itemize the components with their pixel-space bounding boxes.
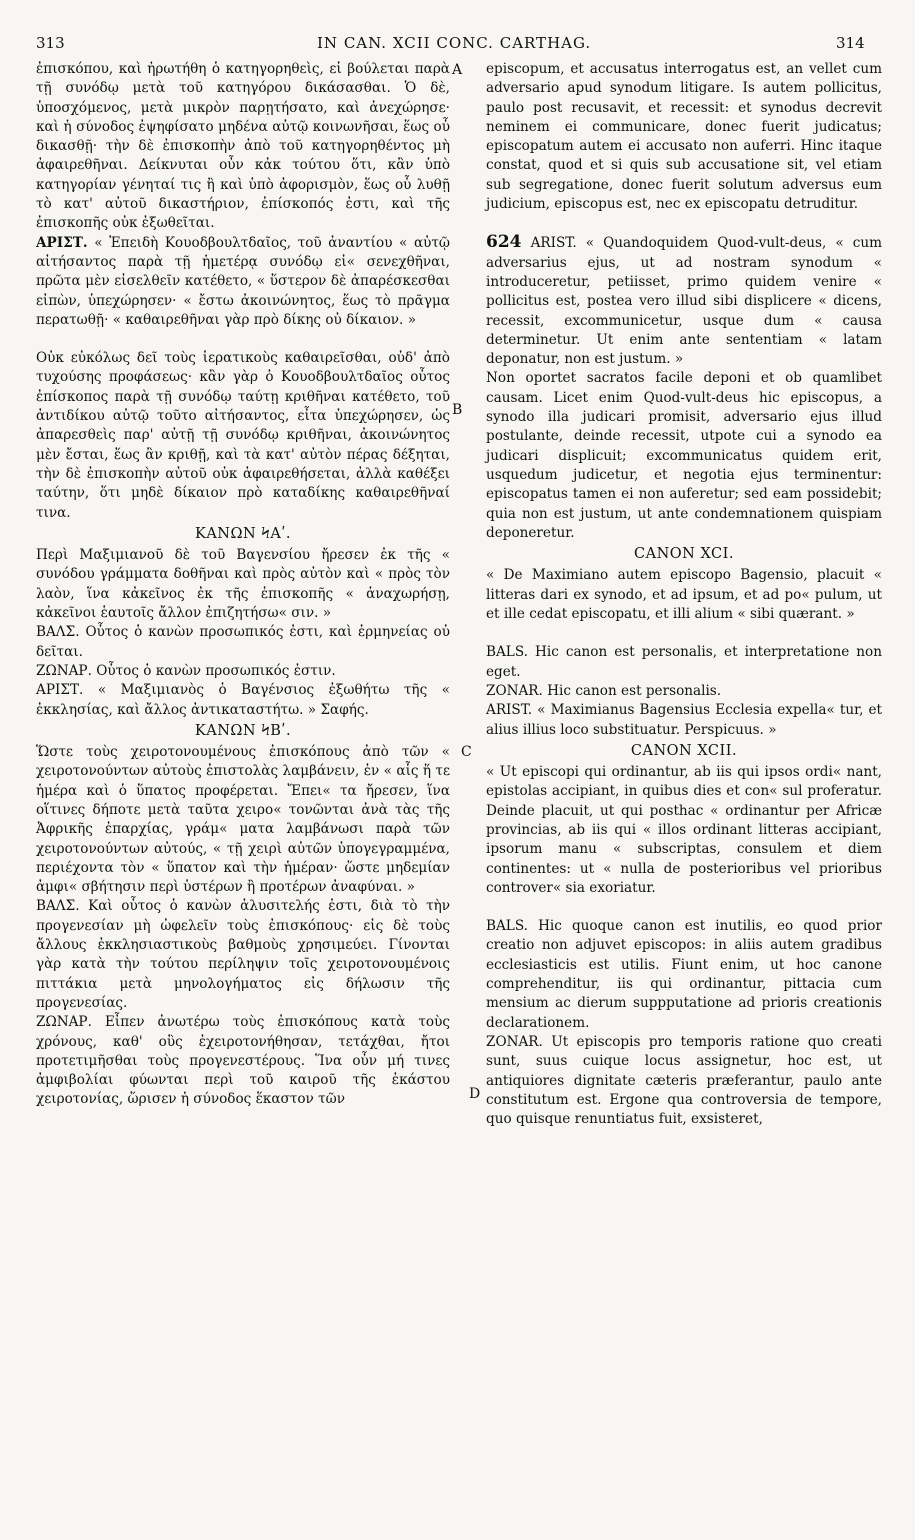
greek-bals-91: ΒΑΛΣ. Οὗτος ὁ κανὼν προσωπικός ἐστι, καὶ ἑρμηνείας οὐ δεῖται.	[36, 624, 450, 660]
greek-arist-comment	[36, 234, 450, 330]
greek-column	[36, 60, 450, 1110]
latin-bals-91: BALS. Hic canon est personalis, et interpretatione non eget.	[486, 644, 882, 680]
latin-canon-91-heading: CANON XCI.	[634, 546, 734, 563]
latin-zonar-91: ZONAR. Hic canon est personalis.	[486, 682, 722, 699]
greek-canon-92-text: Ὥστε τοὺς χειροτονουμένους ἐπισκόπους ἀπὸ τῶν « χειροτονούντων αὐτοὺς ἐπιστολὰς λαμβάνειν, ἐν « αἷς ἥ τε ἡμέρα καὶ ὁ ὕπατος προφέρεται. Ἔπει« τα ἤρεσεν, ἵνα οἵτινες δήποτε μετὰ ταῦτα χειρο« τονῶνται ἀνὰ τὰς τῆς Ἀφρικῆς ἐπαρχίας, γράμ« ματα λαμβάνωσι παρὰ τῶν χειροτονούντων αὐτούς, « τῇ χειρὶ αὐτῶν ὑπογεγραμμένα, περιέχοντα τὸν « ὕπατον καὶ τὴν ἡμέραν· ὥστε μηδεμίαν ἀμφι« σβήτησιν περὶ ὑστέρων ἢ προτέρων ἀναφύναι. »	[36, 744, 450, 896]
latin-canon-92-heading: CANON XCII.	[630, 742, 738, 759]
greek-paragraph-2: Οὐκ εὐκόλως δεῖ τοὺς ἱερατικοὺς καθαιρεῖσθαι, οὐδ' ἀπὸ τυχούσης προφάσεως· κἂν γὰρ ὁ Κουοδβουλτδαῖος οὗτος ἐπίσκοπος παρὰ τῇ συνόδῳ ταύτῃ κριθῆναι κατέθετο, τοῦ ἀντιδίκου αὐτῷ τοῦτο αἰτήσαντος, εἶτα ὑπεχώρησεν, ὡς ἀπαρεσθεὶς παρ' αὐτῇ τῇ συνόδῳ κριθῆναι, ἀκοινώνητος μὲν ἔσται, ἕως ἂν κριθῇ, καὶ τὰ κατ' αὐτὸν πέρας δέξηται, τὴν δὲ ἐπισκοπὴν αὐτοῦ οὐκ ἀφαιρεθήσεται, ἀλλὰ καθέξει ταύτην, ὅτι μηδὲ δίκαιον πρὸ καταδίκης καθαιρεθῆναί τινα.	[36, 350, 450, 521]
latin-arist-comment	[486, 233, 882, 369]
latin-canon-91-text: « De Maximiano autem episcopo Bagensio, placuit « litteras dari ex synodo, et ad ipsum, et ad po« pulum, ut et ille cedat episcopatu, et illi alium « sibi quærant. »	[486, 567, 882, 623]
latin-arist-label: ARIST.	[530, 235, 577, 252]
latin-bals-92: BALS. Hic quoque canon est inutilis, eo quod prior creatio non adjuvet episcopos: in aliis autem gradibus ecclesiasticis est utilis. Fiunt enim, ut hoc canone comprehenditur, iis qui ordinantur, pittacia cum mensium ac dierum suppputatione ad prioris creationis declarationem.	[486, 918, 882, 1031]
latin-paragraph-1: episcopum, et accusatus interrogatus est, an vellet cum adversario apud synodum litigare. Is autem pollicitus, paulo post recusavit, et recessit: et synodus decrevit neminem ei communicare, donec fuerit judicatus; episcopatum autem ei accusato non auferri. Hinc itaque constat, quod et si quis sub accusatione sit, vel etiam sub segregatione, donec fuerit solutum adversus eum judicium, episcopus est, nec ex episcopatu detruditur.	[486, 61, 882, 213]
latin-arist-text: « Quandoquidem Quod-vult-deus, « cum adversarius ejus, ut ad nostram synodum « introduceretur, petiisset, primo quidem venire « pollicitus est, postea vero illud sibi displicere « dicens, recessit, excommunicetur, usque dum « causa determinetur. Ut enim ante sententiam « latam deponatur, non est justum. »	[486, 235, 882, 368]
arist-text: « Ἐπειδὴ Κουοδβουλτδαῖος, τοῦ ἀναντίου « αὐτῷ αἰτήσαντος παρὰ τῇ ἡμετέρᾳ συνόδῳ εἰ« σενεχθῆναι, πρῶτα μὲν εἰσελθεῖν κατέθετο, « ὕστερον δὲ ἀπαρέσκεσθαι εἰπὼν, ὑπεχώρησεν· « ἔστω ἀκοινώνητος, ἕως τὸ πρᾶγμα περατωθῇ· « καθαιρεθῆναι γὰρ πρὸ δίκης οὐ δίκαιον. »	[36, 234, 450, 328]
latin-canon-92-text: « Ut episcopi qui ordinantur, ab iis qui ipsos ordi« nant, epistolas accipiant, in quibus dies et con« sul proferatur. Deinde placuit, ut qui posthac « ordinantur per Africæ provincias, ab iis qui « illos ordinant litteras accipiant, ipsorum manu « subscriptas, consulem et diem continentes: ut « nulla de posterioribus vel prioribus controver« sia exoriatur.	[486, 764, 882, 896]
greek-canon-91-text: Περὶ Μαξιμιανοῦ δὲ τοῦ Βαγενσίου ἤρεσεν ἐκ τῆς « συνόδου γράμματα δοθῆναι καὶ πρὸς αὐτὸν καὶ « πρὸς τὸν λαὸν, ἵνα κἀκεῖνος ἐκ τῆς ἐπισκοπῆς « ἀναχωρήσῃ, κἀκεῖνοι ἑαυτοῖς ἄλλον ἐπιζητήσω« σιν. »	[36, 547, 450, 622]
latin-column	[486, 60, 882, 1129]
column-number: 624	[486, 232, 522, 253]
right-page-number: 314	[836, 34, 865, 52]
latin-paragraph-2: Non oportet sacratos facile deponi et ob quamlibet causam. Licet enim Quod-vult-deus hic episcopus, a synodo illa judicari promisit, adversario ejus illud postulante, deinde recessit, utpote cui a synodo ea judicari displicuit; excommunicatus quidem erit, usquedum judicetur, et negotia ejus terminentur: episcopatus tamen ei non auferetur; sed eam possidebit; quia non est justum, ut ante condemnationem quispiam deponeretur.	[486, 370, 882, 541]
margin-letter-d: D	[469, 1086, 481, 1102]
margin-letter-c: C	[461, 744, 472, 760]
running-title: IN CAN. XCII CONC. CARTHAG.	[317, 34, 592, 52]
margin-letter-a: A	[452, 62, 463, 78]
latin-arist-91: ARIST. « Maximianus Bagensius Ecclesia expella« tur, et alius illius loco substituatur. Perspicuus. »	[486, 702, 882, 738]
greek-canon-91-heading: ΚΑΝΩΝ ϞΑʹ.	[195, 525, 291, 542]
greek-zonar-91: ΖΩΝΑΡ. Οὗτος ὁ κανὼν προσωπικός ἐστιν.	[36, 662, 336, 679]
running-header	[0, 34, 915, 54]
arist-label: ΑΡΙΣΤ.	[36, 234, 88, 251]
left-page-number: 313	[36, 34, 65, 52]
margin-letter-b: B	[452, 402, 463, 418]
greek-paragraph-1: ἐπισκόπου, καὶ ἠρωτήθη ὁ κατηγορηθεὶς, εἰ βούλεται παρὰ τῇ συνόδῳ μετὰ τοῦ κατηγόρου δικάσασθαι. Ὁ δὲ, ὑποσχόμενος, μετὰ μικρὸν παρῃτήσατο, καὶ ἀνεχώρησε· καὶ ἡ σύνοδος ἐψηφίσατο μηδένα αὐτῷ κοινωνῆσαι, ἕως οὗ δικασθῇ· τὴν δὲ ἐπισκοπὴν ἀπὸ τοῦ κατηγορηθέντος μὴ ἀφαιρεθῆναι. Δείκνυται οὖν κἀκ τούτου ὅτι, κἂν ὑπὸ κατηγορίαν γένηταί τις ἢ καὶ ὑπὸ ἀφορισμὸν, ἕως οὗ λυθῇ τὸ κατ' αὐτοῦ δικαστήριον, ἐπίσκοπός ἐστι, καὶ τῆς ἐπισκοπῆς οὐκ ἐξωθεῖται.	[36, 61, 450, 232]
greek-canon-92-heading: ΚΑΝΩΝ ϞΒʹ.	[194, 722, 292, 739]
latin-zonar-92: ZONAR. Ut episcopis pro temporis ratione quo creati sunt, suus cuique locus assignetur, hoc est, ut antiquiores dignitate cæteris præferantur, paulo ante constitutum est. Ergone qua controversia de tempore, quo quisque renuntiatus fuit, exsisteret,	[486, 1033, 882, 1128]
greek-zonar-92: ΖΩΝΑΡ. Εἶπεν ἀνωτέρω τοὺς ἐπισκόπους κατὰ τοὺς χρόνους, καθ' οὓς ἐχειροτονήθησαν, τετάχθαι, ἤτοι προτετιμῆσθαι τοὺς προγενεστέρους. Ἵνα οὖν μή τινες ἀμφιβολίαι φύωνται περὶ τοῦ καιροῦ τῆς ἑκάστου χειροτονίας, ὥρισεν ἡ σύνοδος ἕκαστον τῶν	[36, 1014, 450, 1108]
greek-arist-91: ΑΡΙΣΤ. « Μαξιμιανὸς ὁ Βαγένσιος ἐξωθήτω τῆς « ἐκκλησίας, καὶ ἄλλος ἀντικαταστήτω. » Σαφής.	[36, 682, 450, 718]
greek-bals-92: ΒΑΛΣ. Καὶ οὗτος ὁ κανὼν ἀλυσιτελής ἐστι, διὰ τὸ τὴν προγενεσίαν μὴ ὠφελεῖν τοὺς ἐπισκόπους· εἰς δὲ τοὺς ἄλλους ἐκκλησιαστικοὺς βαθμοὺς χρησιμεύει. Γίνονται γὰρ κατὰ τὴν τούτου περίληψιν τοῖς χειροτονουμένοις πιττάκια μετὰ μηνολογήματος εἰς δήλωσιν τῆς προγενεσίας.	[36, 898, 450, 1011]
